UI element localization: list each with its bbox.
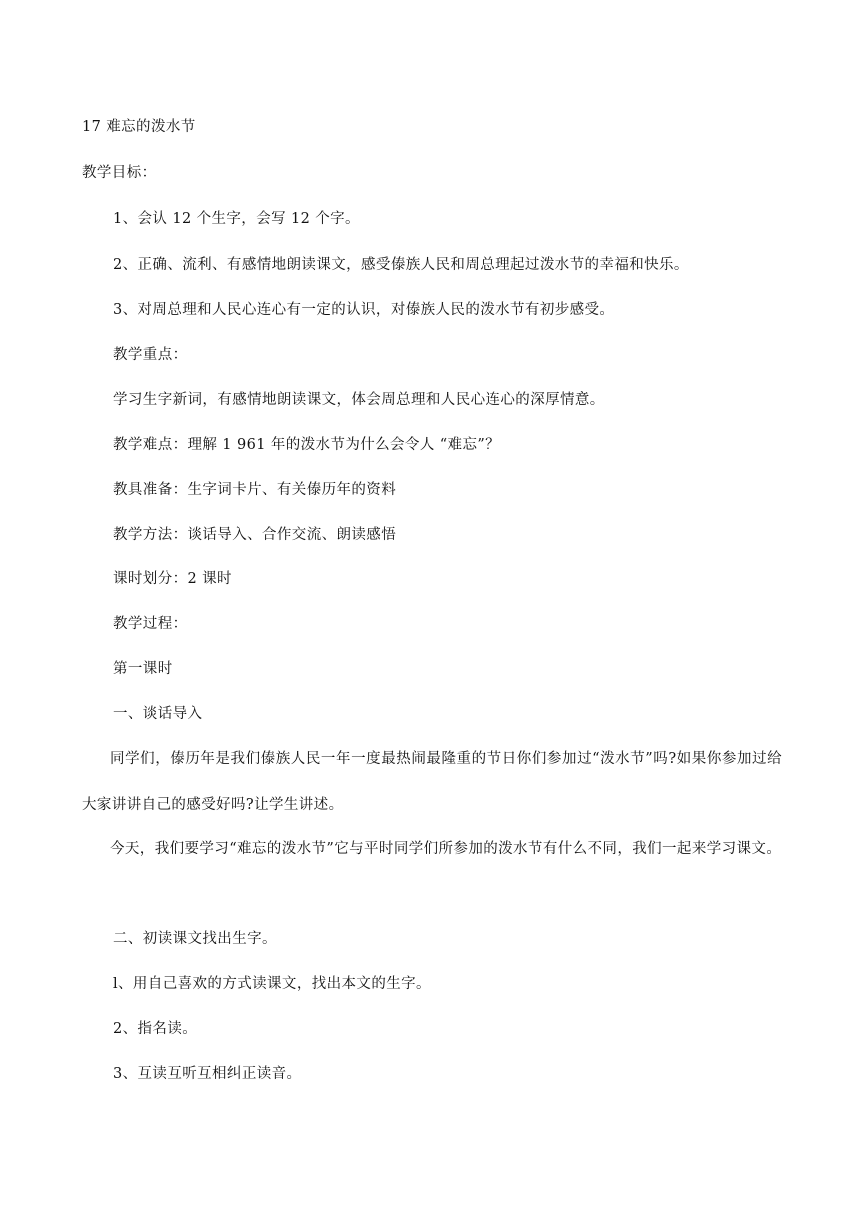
difficulty-text: 教学难点：理解 1 961 年的泼水节为什么会令人 “难忘”？ bbox=[113, 437, 501, 453]
step-item: 2、指名读。 bbox=[113, 1021, 198, 1037]
step-item: l、用自己喜欢的方式读课文，找出本文的生字。 bbox=[113, 976, 431, 992]
paragraph-today: 今天，我们要学习“难忘的泼水节”它与平时同学们所参加的泼水节有什么不同，我们一起来学习课文。 bbox=[110, 841, 782, 857]
process-heading: 教学过程： bbox=[113, 616, 188, 632]
periods-text: 课时划分：2 课时 bbox=[113, 571, 232, 587]
key-heading: 教学重点： bbox=[113, 347, 188, 363]
step-item: 3、互读互听互相纠正读音。 bbox=[113, 1066, 302, 1082]
key-text: 学习生字新词，有感情地朗读课文，体会周总理和人民心连心的深厚情意。 bbox=[113, 392, 605, 408]
section-two-heading: 二、初读课文找出生字。 bbox=[113, 931, 277, 947]
section-one-heading: 一、谈话导入 bbox=[113, 706, 203, 722]
goal-item: 3、对周总理和人民心连心有一定的认识，对傣族人民的泼水节有初步感受。 bbox=[113, 302, 615, 318]
methods-text: 教学方法：谈话导入、合作交流、朗读感悟 bbox=[113, 527, 397, 543]
lesson-title: 17 难忘的泼水节 bbox=[82, 119, 196, 135]
lesson-one-heading: 第一课时 bbox=[113, 661, 173, 677]
paragraph-intro: 同学们，傣历年是我们傣族人民一年一度最热闹最隆重的节日你们参加过“泼水节”吗?如果你参加过给大家讲讲自己的感受好吗?让学生讲述。 bbox=[82, 751, 782, 813]
materials-text: 教具准备：生字词卡片、有关傣历年的资料 bbox=[113, 482, 397, 498]
goal-item: 1、会认 12 个生字，会写 12 个字。 bbox=[113, 211, 360, 227]
goals-heading: 教学目标： bbox=[82, 165, 157, 181]
goal-item: 2、正确、流利、有感情地朗读课文，感受傣族人民和周总理起过泼水节的幸福和快乐。 bbox=[113, 257, 689, 273]
